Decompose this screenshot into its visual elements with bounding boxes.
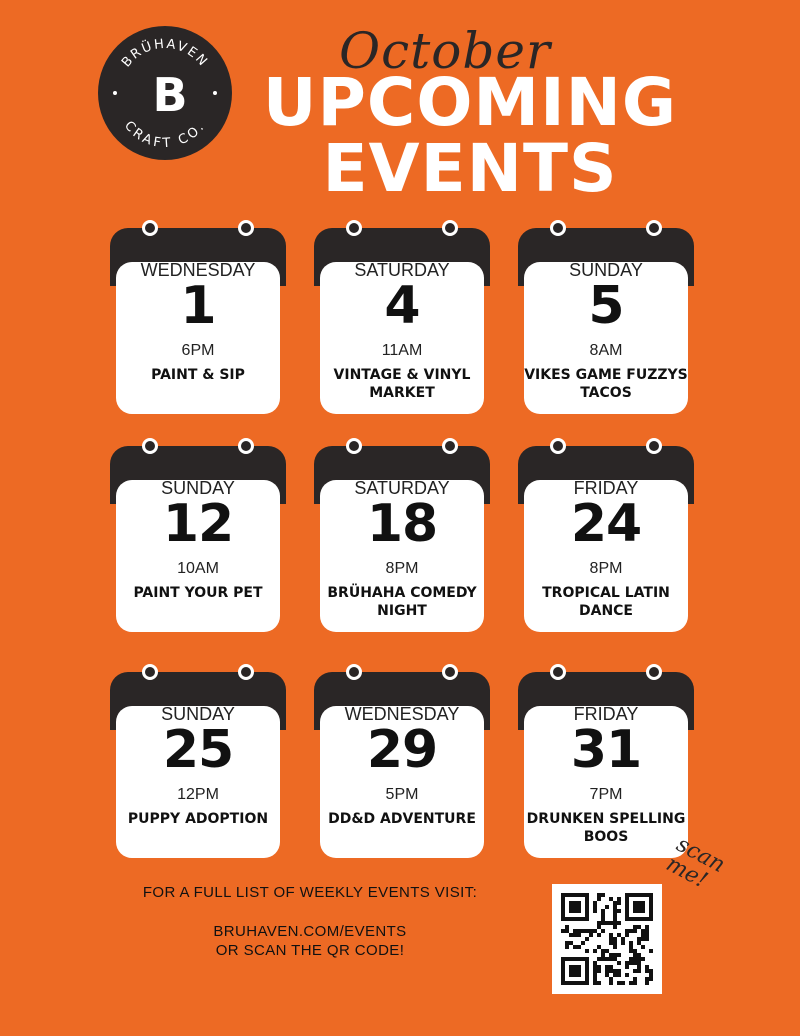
event-name: PUPPY ADOPTION <box>127 811 269 827</box>
calendar-ring-icon <box>646 438 662 454</box>
event-date: 24 <box>570 494 642 554</box>
calendar-ring-icon <box>550 438 566 454</box>
calendar-ring-icon <box>142 220 158 236</box>
brand-logo <box>98 26 232 160</box>
event-name: VINTAGE & VINYL MARKET <box>333 367 471 401</box>
event-date: 5 <box>588 276 624 336</box>
calendar-ring-icon <box>442 438 458 454</box>
event-date: 1 <box>180 276 216 336</box>
qr-code-icon <box>552 884 662 994</box>
event-name: BRÜHAHA COMEDY NIGHT <box>327 585 477 619</box>
event-time: 11AM <box>381 342 423 359</box>
calendar-ring-icon <box>238 664 254 680</box>
event-time: 10AM <box>177 560 219 577</box>
calendar-ring-icon <box>550 664 566 680</box>
event-weekday: SUNDAY <box>569 260 643 280</box>
event-weekday: WEDNESDAY <box>344 704 460 724</box>
event-name: PAINT & SIP <box>151 367 245 383</box>
event-card <box>110 436 286 632</box>
calendar-ring-icon <box>646 220 662 236</box>
title-upcoming: UPCOMING <box>262 64 678 141</box>
calendar-ring-icon <box>238 220 254 236</box>
calendar-ring-icon <box>142 438 158 454</box>
scan-me-note: scan me! <box>661 832 729 894</box>
event-date: 29 <box>366 720 438 780</box>
event-name: PAINT YOUR PET <box>133 585 263 601</box>
event-weekday: SATURDAY <box>354 478 450 498</box>
calendar-ring-icon <box>142 664 158 680</box>
footer-link-block <box>160 922 460 960</box>
event-weekday: FRIDAY <box>573 704 639 724</box>
event-card <box>314 436 490 632</box>
event-card <box>518 436 694 632</box>
footer-scan-text: OR SCAN THE QR CODE! <box>215 942 405 959</box>
event-card <box>314 662 490 858</box>
event-date: 18 <box>366 494 438 554</box>
event-time: 5PM <box>385 786 419 803</box>
event-date: 25 <box>162 720 234 780</box>
event-weekday: WEDNESDAY <box>140 260 256 280</box>
event-name: VIKES GAME FUZZYS TACOS <box>524 367 688 401</box>
logo-ring-bottom: CRAFT CO. <box>121 118 209 152</box>
event-card <box>518 218 694 414</box>
calendar-ring-icon <box>346 220 362 236</box>
event-weekday: FRIDAY <box>573 478 639 498</box>
calendar-ring-icon <box>238 438 254 454</box>
event-weekday: SUNDAY <box>161 704 235 724</box>
event-name: DD&D ADVENTURE <box>328 811 476 827</box>
calendar-ring-icon <box>442 664 458 680</box>
event-time: 8AM <box>589 342 623 359</box>
event-time: 12PM <box>177 786 219 803</box>
event-name: TROPICAL LATIN DANCE <box>542 585 670 619</box>
calendar-ring-icon <box>442 220 458 236</box>
calendar-ring-icon <box>646 664 662 680</box>
event-time: 7PM <box>589 786 623 803</box>
svg-text:CRAFT CO. <box>121 118 209 151</box>
svg-text:BRÜHAVEN <box>119 37 211 71</box>
event-time: 8PM <box>589 560 623 577</box>
title-events: EVENTS <box>322 130 618 207</box>
event-time: 8PM <box>385 560 419 577</box>
event-time: 6PM <box>181 342 215 359</box>
calendar-ring-icon <box>550 220 566 236</box>
events-link[interactable]: BRUHAVEN.COM/EVENTS <box>213 923 407 940</box>
event-weekday: SATURDAY <box>354 260 450 280</box>
calendar-ring-icon <box>346 438 362 454</box>
event-weekday: SUNDAY <box>161 478 235 498</box>
logo-ring-top: BRÜHAVEN <box>118 36 211 71</box>
footer-intro: FOR A FULL LIST OF WEEKLY EVENTS VISIT: <box>142 884 478 901</box>
qr-code[interactable] <box>552 884 662 994</box>
event-name: DRUNKEN SPELLING BOOS <box>526 811 686 845</box>
event-card <box>518 662 694 858</box>
event-card <box>314 218 490 414</box>
logo-monogram: B <box>152 68 178 122</box>
event-date: 12 <box>162 494 234 554</box>
event-date: 31 <box>570 720 642 780</box>
event-card <box>110 218 286 414</box>
event-card <box>110 662 286 858</box>
calendar-ring-icon <box>346 664 362 680</box>
month-title: October <box>339 22 551 80</box>
event-date: 4 <box>384 276 420 336</box>
